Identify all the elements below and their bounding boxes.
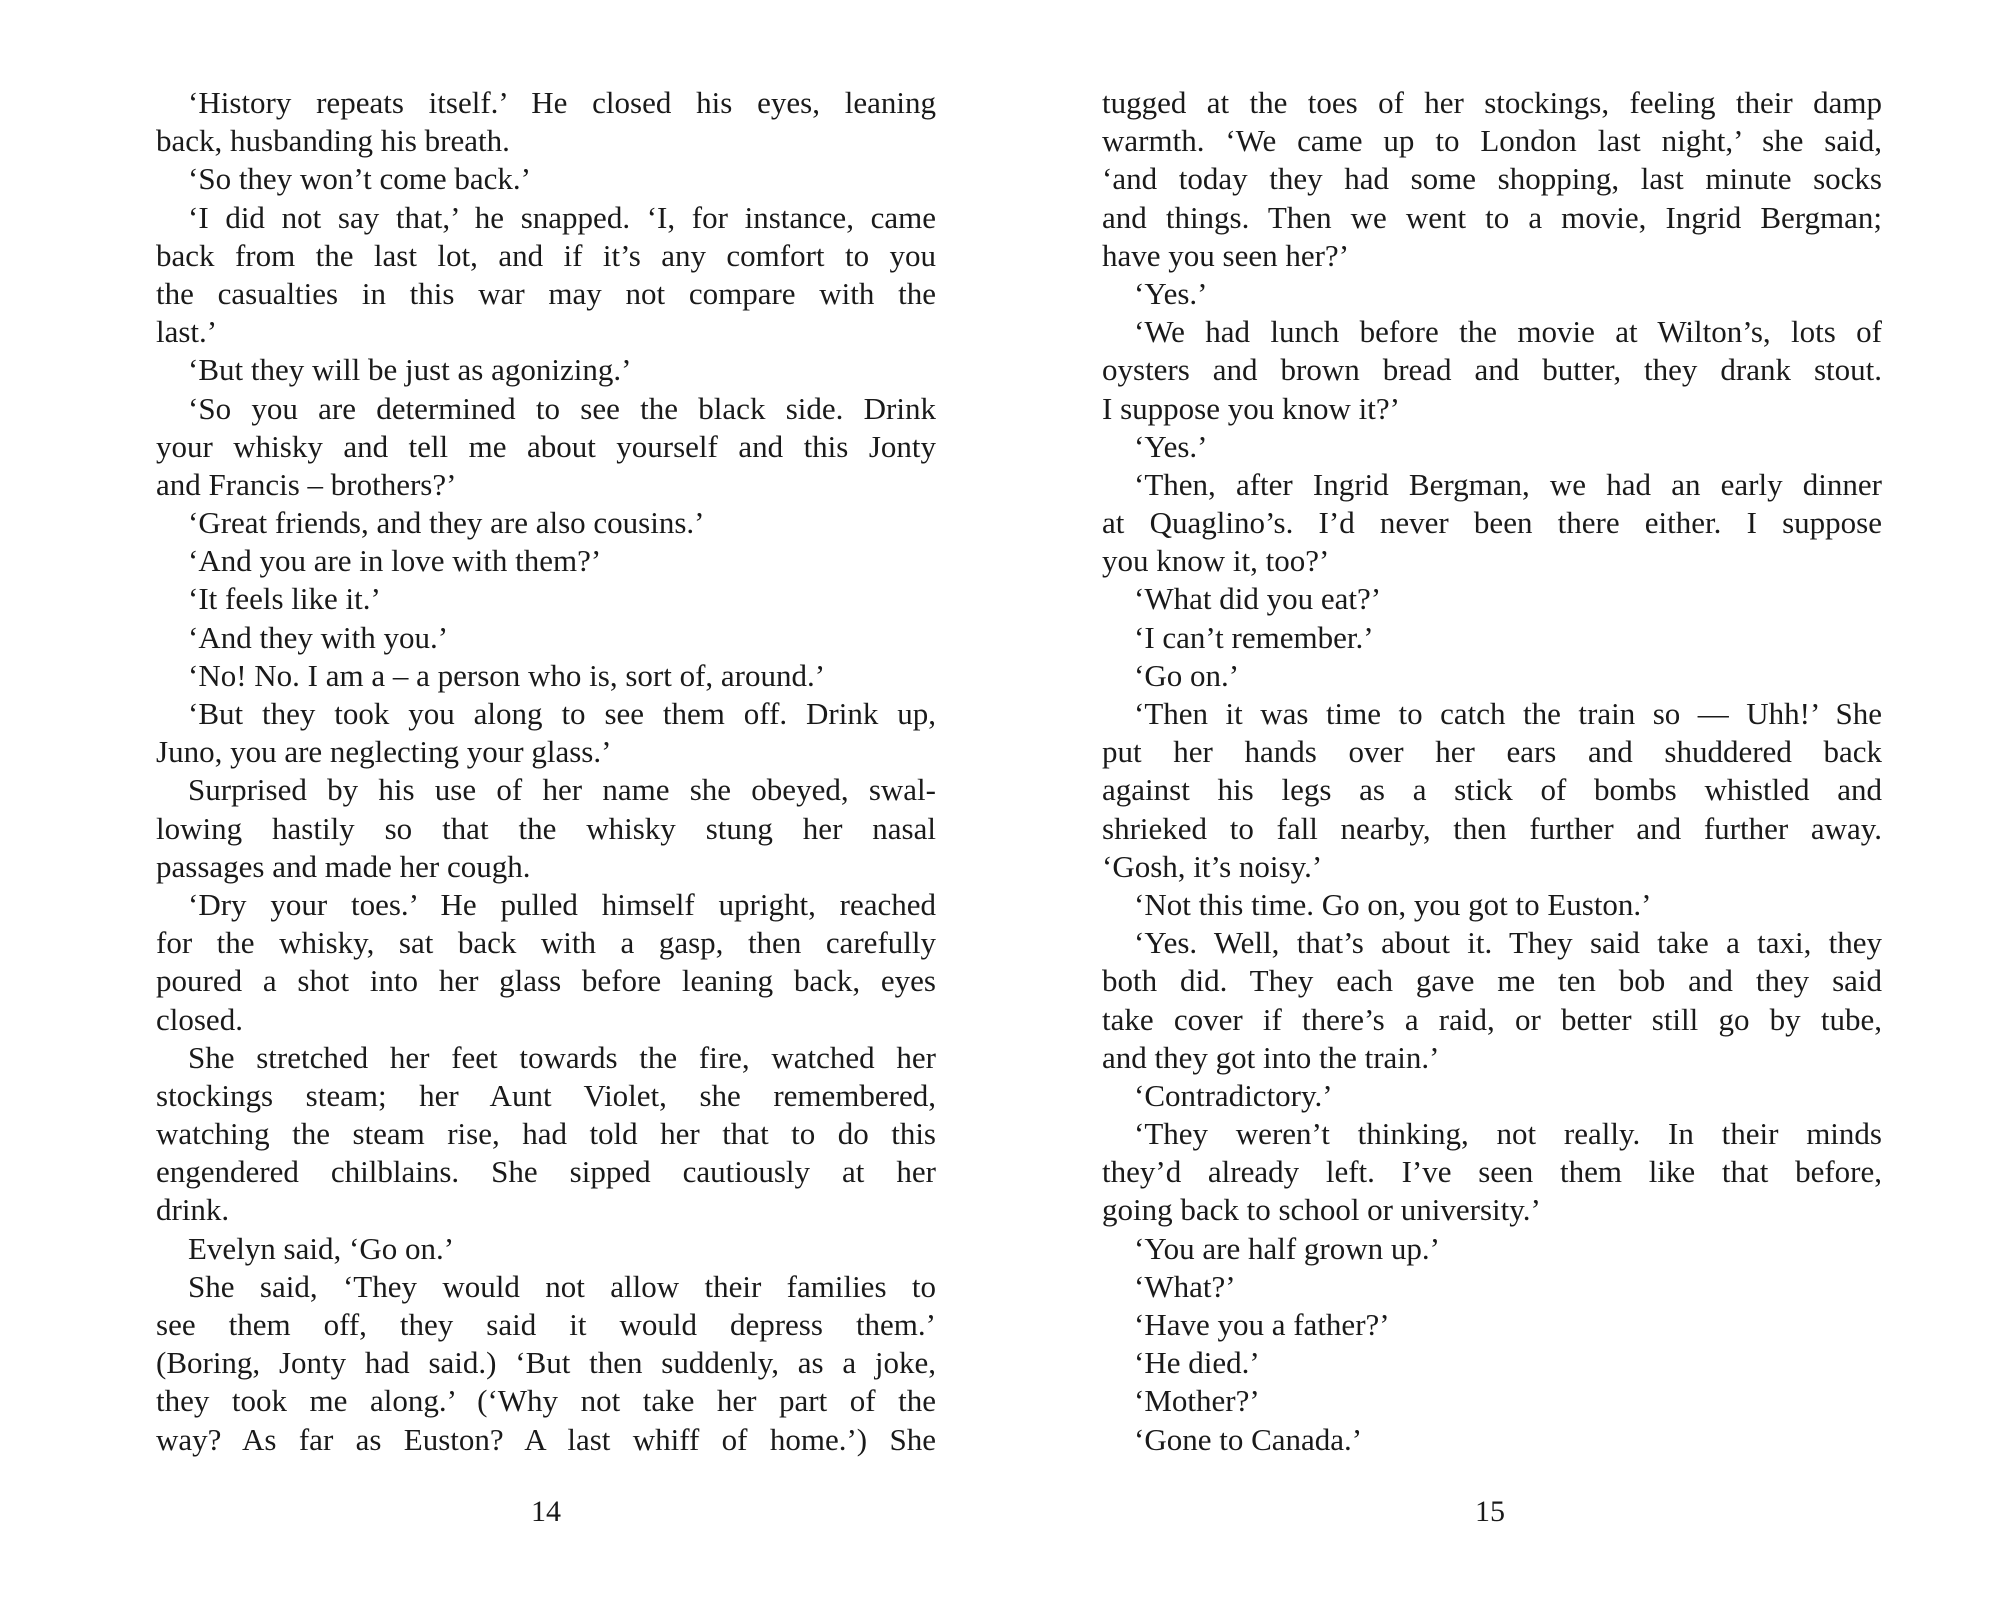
text-line: Surprised by his use of her name she obeyed, swal- <box>188 772 936 808</box>
text-line: both did. They each gave me ten bob and they said <box>1102 963 1882 999</box>
text-line: the casualties in this war may not compare with the <box>156 275 936 311</box>
text-line: and Francis – brothers?’ <box>156 466 457 502</box>
text-line: ‘Yes.’ <box>1134 275 1208 311</box>
text-line: ‘So they won’t come back.’ <box>188 161 531 197</box>
text-line: ‘You are half grown up.’ <box>1134 1230 1440 1266</box>
text-line: ‘Mother?’ <box>1134 1383 1260 1419</box>
text-line: watching the steam rise, had told her that to do this <box>156 1116 936 1152</box>
text-line: put her hands over her ears and shuddered back <box>1102 734 1882 770</box>
text-line: ‘No! No. I am a – a person who is, sort of, around.’ <box>188 657 826 693</box>
left-page-number: 14 <box>531 1495 561 1528</box>
right-page <box>1102 84 1882 1459</box>
text-line: they took me along.’ (‘Why not take her part of the <box>156 1383 936 1419</box>
text-line: I suppose you know it?’ <box>1102 390 1400 426</box>
text-line: She stretched her feet towards the fire, watched her <box>188 1039 936 1075</box>
text-line: tugged at the toes of her stockings, feeling their damp <box>1102 85 1882 120</box>
text-line: ‘Gone to Canada.’ <box>1134 1421 1363 1457</box>
text-line: ‘Contradictory.’ <box>1134 1077 1333 1113</box>
text-line: ‘Gosh, it’s noisy.’ <box>1102 848 1323 884</box>
text-line: ‘Dry your toes.’ He pulled himself upright, reached <box>188 886 936 922</box>
text-line: ‘and today they had some shopping, last minute socks <box>1102 161 1882 197</box>
text-line: ‘Have you a father?’ <box>1134 1307 1390 1342</box>
text-line: oysters and brown bread and butter, they drank stout. <box>1102 352 1882 388</box>
text-line: going back to school or university.’ <box>1102 1192 1541 1228</box>
text-line: ‘Yes.’ <box>1134 428 1208 464</box>
text-line: take cover if there’s a raid, or better still go by tube, <box>1102 1001 1882 1037</box>
text-line: way? As far as Euston? A last whiff of home.’) She <box>156 1421 936 1457</box>
text-line: Juno, you are neglecting your glass.’ <box>156 734 612 770</box>
text-line: back from the last lot, and if it’s any comfort to you <box>156 237 936 273</box>
text-line: back, husbanding his breath. <box>156 123 510 159</box>
text-line: you know it, too?’ <box>1102 543 1330 579</box>
text-line: ‘I did not say that,’ he snapped. ‘I, for instance, came <box>188 199 936 235</box>
text-line: She said, ‘They would not allow their families to <box>188 1268 936 1304</box>
text-line: against his legs as a stick of bombs whistled and <box>1102 772 1882 808</box>
text-line: ‘So you are determined to see the black side. Drink <box>188 390 936 426</box>
text-line: your whisky and tell me about yourself and this Jonty <box>156 428 936 464</box>
text-line: ‘Go on.’ <box>1134 657 1240 693</box>
text-line: and things. Then we went to a movie, Ingrid Bergman; <box>1102 199 1882 235</box>
text-line: Evelyn said, ‘Go on.’ <box>188 1230 455 1266</box>
text-line: ‘He died.’ <box>1134 1345 1260 1381</box>
text-line: ‘What did you eat?’ <box>1134 581 1382 617</box>
text-line: at Quaglino’s. I’d never been there either. I suppose <box>1102 505 1882 541</box>
text-line: ‘It feels like it.’ <box>188 581 381 617</box>
text-line: ‘We had lunch before the movie at Wilton’s, lots of <box>1134 314 1882 350</box>
text-line: and they got into the train.’ <box>1102 1039 1440 1075</box>
text-line: ‘History repeats itself.’ He closed his eyes, leaning <box>188 85 936 120</box>
text-line: ‘They weren’t thinking, not really. In their minds <box>1134 1116 1882 1152</box>
text-line: have you seen her?’ <box>1102 237 1350 273</box>
text-line: ‘What?’ <box>1134 1268 1236 1304</box>
text-line: ‘Then, after Ingrid Bergman, we had an early dinner <box>1134 466 1882 502</box>
text-line: shrieked to fall nearby, then further and further away. <box>1102 810 1882 846</box>
text-line: ‘But they took you along to see them off. Drink up, <box>188 696 936 731</box>
text-line: ‘But they will be just as agonizing.’ <box>188 352 632 388</box>
left-page <box>156 84 936 1459</box>
text-line: ‘And they with you.’ <box>188 619 449 655</box>
text-line: stockings steam; her Aunt Violet, she remembered, <box>156 1077 936 1113</box>
text-line: lowing hastily so that the whisky stung her nasal <box>156 810 936 846</box>
text-line: they’d already left. I’ve seen them like that before, <box>1102 1154 1882 1190</box>
text-line: engendered chilblains. She sipped cautiously at her <box>156 1154 936 1190</box>
text-line: ‘Yes. Well, that’s about it. They said take a taxi, they <box>1134 925 1882 961</box>
text-line: (Boring, Jonty had said.) ‘But then suddenly, as a joke, <box>156 1345 936 1381</box>
left-page-text <box>156 84 936 1459</box>
text-line: warmth. ‘We came up to London last night,’ she said, <box>1102 123 1882 159</box>
text-line: ‘Then it was time to catch the train so — Uhh!’ She <box>1134 696 1882 731</box>
text-line: ‘Not this time. Go on, you got to Euston.’ <box>1134 886 1652 922</box>
text-line: poured a shot into her glass before leaning back, eyes <box>156 963 936 999</box>
text-line: passages and made her cough. <box>156 848 531 884</box>
text-line: ‘And you are in love with them?’ <box>188 543 602 579</box>
text-line: for the whisky, sat back with a gasp, then carefully <box>156 925 936 961</box>
text-line: last.’ <box>156 314 218 350</box>
text-line: ‘Great friends, and they are also cousins.’ <box>188 505 705 541</box>
text-line: see them off, they said it would depress them.’ <box>156 1307 936 1342</box>
text-line: closed. <box>156 1001 243 1037</box>
text-line: drink. <box>156 1192 230 1228</box>
right-page-number: 15 <box>1475 1495 1505 1528</box>
right-page-text <box>1102 84 1882 1459</box>
text-line: ‘I can’t remember.’ <box>1134 619 1374 655</box>
